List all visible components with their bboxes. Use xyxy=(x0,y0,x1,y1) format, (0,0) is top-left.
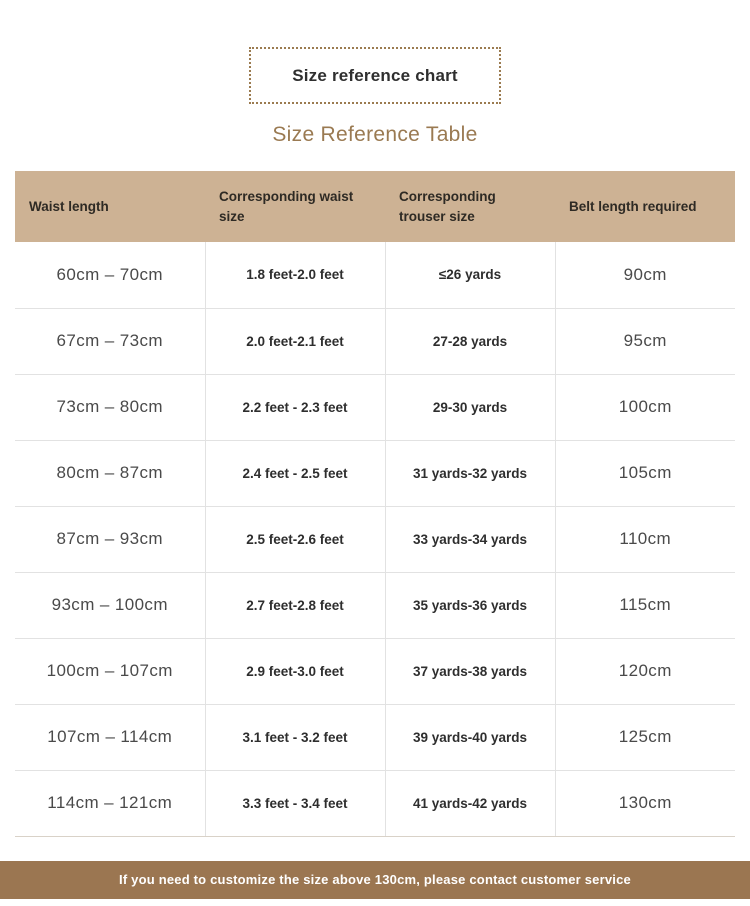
cell-belt-length: 115cm xyxy=(555,572,735,638)
table-row xyxy=(15,308,735,374)
cell-trouser-size: 39 yards-40 yards xyxy=(385,704,555,770)
cell-belt-length: 125cm xyxy=(555,704,735,770)
cell-waist-size: 2.2 feet - 2.3 feet xyxy=(205,374,385,440)
cell-waist-size: 2.5 feet-2.6 feet xyxy=(205,506,385,572)
table-body xyxy=(15,242,735,836)
cell-waist-size: 2.9 feet-3.0 feet xyxy=(205,638,385,704)
cell-trouser-size: 27-28 yards xyxy=(385,308,555,374)
page-subtitle: Size Reference Table xyxy=(272,123,478,146)
cell-belt-length: 130cm xyxy=(555,770,735,836)
size-table-container xyxy=(15,171,735,837)
cell-trouser-size: 29-30 yards xyxy=(385,374,555,440)
cell-waist-length: 114cm – 121cm xyxy=(15,770,205,836)
cell-belt-length: 95cm xyxy=(555,308,735,374)
cell-belt-length: 105cm xyxy=(555,440,735,506)
cell-waist-size: 1.8 feet-2.0 feet xyxy=(205,242,385,308)
column-header-waist-size: Corresponding waist size xyxy=(205,171,385,242)
table-row xyxy=(15,704,735,770)
column-header-belt-length: Belt length required xyxy=(555,171,735,242)
table-header-row xyxy=(15,171,735,242)
cell-waist-size: 3.1 feet - 3.2 feet xyxy=(205,704,385,770)
cell-waist-length: 73cm – 80cm xyxy=(15,374,205,440)
footer-note-text: If you need to customize the size above 130cm, please contact customer service xyxy=(119,872,631,888)
footer-note-bar xyxy=(0,861,750,899)
cell-waist-size: 2.0 feet-2.1 feet xyxy=(205,308,385,374)
cell-waist-length: 87cm – 93cm xyxy=(15,506,205,572)
size-table xyxy=(15,171,735,837)
cell-trouser-size: 35 yards-36 yards xyxy=(385,572,555,638)
column-header-waist-length: Waist length xyxy=(15,171,205,242)
cell-trouser-size: 41 yards-42 yards xyxy=(385,770,555,836)
cell-belt-length: 90cm xyxy=(555,242,735,308)
table-row xyxy=(15,440,735,506)
cell-waist-length: 107cm – 114cm xyxy=(15,704,205,770)
cell-trouser-size: ≤26 yards xyxy=(385,242,555,308)
page-title: Size reference chart xyxy=(292,65,458,85)
table-row xyxy=(15,770,735,836)
cell-waist-length: 60cm – 70cm xyxy=(15,242,205,308)
cell-trouser-size: 33 yards-34 yards xyxy=(385,506,555,572)
cell-waist-size: 2.7 feet-2.8 feet xyxy=(205,572,385,638)
table-row xyxy=(15,638,735,704)
cell-waist-size: 3.3 feet - 3.4 feet xyxy=(205,770,385,836)
table-row xyxy=(15,572,735,638)
cell-waist-length: 67cm – 73cm xyxy=(15,308,205,374)
cell-belt-length: 120cm xyxy=(555,638,735,704)
cell-trouser-size: 31 yards-32 yards xyxy=(385,440,555,506)
cell-waist-length: 93cm – 100cm xyxy=(15,572,205,638)
table-row xyxy=(15,374,735,440)
cell-waist-size: 2.4 feet - 2.5 feet xyxy=(205,440,385,506)
cell-waist-length: 100cm – 107cm xyxy=(15,638,205,704)
cell-waist-length: 80cm – 87cm xyxy=(15,440,205,506)
table-row xyxy=(15,242,735,308)
column-header-trouser-size: Corresponding trouser size xyxy=(385,171,555,242)
cell-trouser-size: 37 yards-38 yards xyxy=(385,638,555,704)
cell-belt-length: 110cm xyxy=(555,506,735,572)
cell-belt-length: 100cm xyxy=(555,374,735,440)
table-row xyxy=(15,506,735,572)
table-header xyxy=(15,171,735,242)
title-box xyxy=(249,47,501,104)
